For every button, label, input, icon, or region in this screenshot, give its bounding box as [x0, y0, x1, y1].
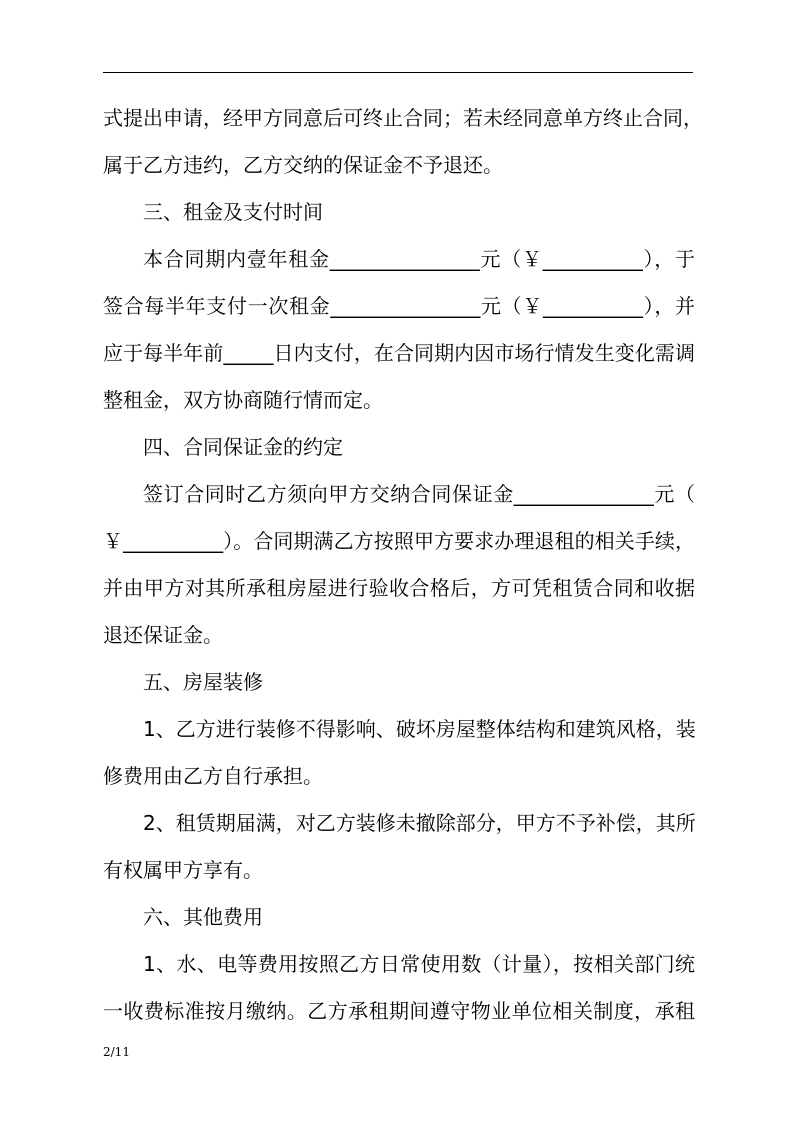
paragraph-line: 一收费标准按月缴纳。乙方承租期间遵守物业单位相关制度，承租	[103, 999, 695, 1023]
document-body	[103, 95, 703, 1035]
paragraph-line: 2、租赁期届满，对乙方装修未撤除部分，甲方不予补偿，其所	[143, 811, 696, 835]
section-heading: 六、其他费用	[143, 905, 263, 929]
paragraph-line: 属于乙方违约，乙方交纳的保证金不予退还。	[103, 153, 503, 177]
paragraph-line: ￥__________）。合同期满乙方按照甲方要求办理退租的相关手续，	[103, 529, 695, 553]
paragraph-line: 1、乙方进行装修不得影响、破坏房屋整体结构和建筑风格，装	[143, 717, 696, 741]
paragraph-line: 签合每半年支付一次租金_______________元（￥__________），并	[103, 294, 695, 318]
paragraph-line: 退还保证金。	[103, 623, 223, 647]
paragraph-line: 整租金，双方协商随行情而定。	[103, 388, 383, 412]
paragraph-line: 签订合同时乙方须向甲方交纳合同保证金______________元（	[143, 482, 695, 506]
section-heading: 四、合同保证金的约定	[143, 435, 343, 459]
paragraph-line: 有权属甲方享有。	[103, 858, 263, 882]
paragraph-line: 应于每半年前_____日内支付，在合同期内因市场行情发生变化需调	[103, 341, 695, 365]
paragraph-line: 并由甲方对其所承租房屋进行验收合格后，方可凭租赁合同和收据	[103, 576, 695, 600]
paragraph-line: 修费用由乙方自行承担。	[103, 764, 323, 788]
paragraph-line: 1、水、电等费用按照乙方日常使用数（计量），按相关部门统	[143, 952, 695, 976]
page-number: 2/11	[103, 1045, 130, 1059]
paragraph-line: 式提出申请，经甲方同意后可终止合同；若未经同意单方终止合同，	[103, 106, 703, 130]
paragraph-line: 本合同期内壹年租金_______________元（￥__________），于	[143, 247, 695, 271]
section-heading: 五、房屋装修	[143, 670, 263, 694]
header-rule	[103, 72, 693, 73]
section-heading: 三、租金及支付时间	[143, 200, 323, 224]
